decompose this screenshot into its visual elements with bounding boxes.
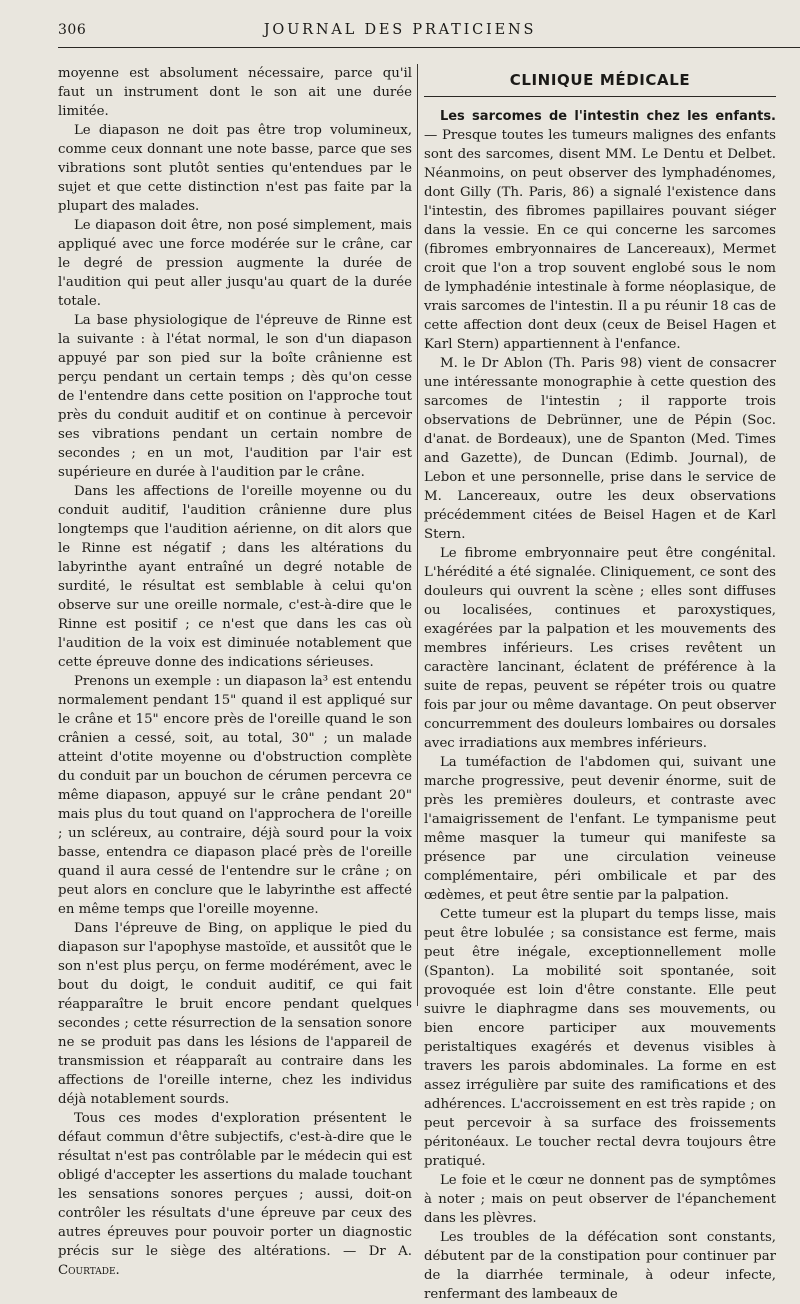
paragraph: Dans les affections de l'oreille moyenne ou du conduit auditif, l'audition crânienne dure plus longtemps que l'audition aérienne, on dit alors que le Rinne est négatif ; dans les altérations du labyrinthe ayant entraîné un degré notable de surdité, le résultat est semblable à celui qu'on observe sur une oreille normale, c'est-à-dire que le Rinne est positif ; ce n'est que dans les cas où l'audition de la voix est diminuée notablement que cette épreuve donne des indications sérieuses.: [58, 484, 412, 670]
paragraph: Le diapason doit être, non posé simplement, mais appliqué avec une force modérée sur le crâne, car le degré de pression augmente la durée de l'audition qui peut aller jusqu'au quart de la durée totale.: [58, 218, 412, 309]
column-divider: [417, 64, 418, 1006]
article-title: Les sarcomes de l'intestin chez les enfants.: [439, 109, 776, 124]
paragraph: M. le Dr Ablon (Th. Paris 98) vient de consacrer une intéressante monographie à cette question des sarcomes de l'intestin ; il rapporte trois observations de Debrünner, une de Pépin (Soc. d'anat. de Bordeaux), une de Spanton (Med. Times and Gazette), de Duncan (Edimb. Journal), de Lebon et une personnelle, prise dans le service de M. Lancereaux, outre les deux observations précédemment citées de Beisel Hagen et de Karl Stern.: [424, 356, 776, 542]
running-head: [0, 20, 800, 44]
right-column: [424, 64, 776, 1304]
paragraph-text: — Presque toutes les tumeurs malignes des enfants sont des sarcomes, disent MM. Le Dentu et Delbet. Néanmoins, on peut observer des lymphadénomes, dont Gilly (Th. Paris, 86) a signalé l'existence dans l'intestin, des fibromes papillaires pouvant siéger dans la vessie. En ce qui concerne les sarcomes (fibromes embryonnaires de Lancereaux), Mermet croit que l'on a trop souvent englobé sous le nom de lymphadénie intestinale à forme néoplasique, de vrais sarcomes de l'intestin. Il a pu réunir 18 cas de cette affection dont deux (ceux de Beisel Hagen et Karl Stern) appartiennent à l'enfance.: [424, 128, 776, 352]
paragraph: Le diapason ne doit pas être trop volumineux, comme ceux donnant une note basse, parce que ses vibrations sont plutôt senties qu'entendues par le sujet et que cette distinction n'est pas faite par la plupart des malades.: [58, 123, 412, 214]
paragraph: moyenne est absolument nécessaire, parce qu'il faut un instrument dont le son ait une durée limitée.: [58, 66, 412, 119]
section-heading: CLINIQUE MÉDICALE: [509, 71, 691, 89]
page-number: 306: [58, 22, 87, 38]
paragraph: Cette tumeur est la plupart du temps lisse, mais peut être lobulée ; sa consistance est ferme, mais peut être inégale, exceptionnellement molle (Spanton). La mobilité soit spontanée, soit provoquée est loin d'être constante. Elle peut suivre le diaphragme dans ses mouvements, ou bien encore participer aux mouvements peristaltiques exagérés et devenus visibles à travers les parois abdominales. La forme en est assez irrégulière par suite des ramifications et des adhérences. L'accroissement en est très rapide ; on peut percevoir à sa surface des froissements péritonéaux. Le toucher rectal devra toujours être pratiqué.: [424, 907, 776, 1169]
paragraph: La tuméfaction de l'abdomen qui, suivant une marche progressive, peut devenir énorme, suit de près les premières douleurs, et contraste avec l'amaigrissement de l'enfant. Le tympanisme peut même masquer la tumeur qui manifeste sa présence par une circulation veineuse complémentaire, péri ombilicale et par des œdèmes, et peut être sentie par la palpation.: [424, 755, 776, 903]
article-lead-paragraph: [424, 107, 776, 354]
left-column: [58, 64, 412, 1280]
paragraph: Les troubles de la défécation sont constants, débutent par de la constipation pour continuer par de la diarrhée terminale, à odeur infecte, renfermant des lambeaux de: [424, 1230, 776, 1302]
section-rule: [424, 96, 776, 97]
paragraph-text: Tous ces modes d'exploration présentent le défaut commun d'être subjectifs, c'est-à-dire que le résultat n'est pas contrôlable par le médecin qui est obligé d'accepter les assertions du malade touchant les sensations sonores perçues ; aussi, doit-on contrôler les résultats d'une épreuve par ceux des autres épreuves pour pouvoir porter un diagnostic précis sur le siège des altérations.: [58, 1111, 412, 1259]
signature-name: Courtade.: [58, 1263, 120, 1278]
paragraph: Dans l'épreuve de Bing, on applique le pied du diapason sur l'apophyse mastoïde, et aussitôt que le son n'est plus perçu, on ferme modérément, avec le bout du doigt, le conduit auditif, ce qui fait réapparaître le bruit encore pendant quelques secondes ; cette résurrection de la sensation sonore ne se produit pas dans les lésions de l'appareil de transmission et réapparaît au contraire dans les affections de l'oreille interne, chez les individus déjà notablement sourds.: [58, 921, 412, 1107]
header-rule: [58, 47, 800, 48]
journal-title: JOURNAL DES PRATICIENS: [263, 22, 537, 38]
closing-paragraph: [58, 1109, 412, 1280]
paragraph: Le foie et le cœur ne donnent pas de symptômes à noter ; mais on peut observer de l'épanchement dans les plèvres.: [424, 1173, 776, 1226]
paragraph: La base physiologique de l'épreuve de Rinne est la suivante : à l'état normal, le son d'un diapason appuyé par son pied sur la boîte crânienne est perçu pendant un certain temps ; dès qu'on cesse de l'entendre dans cette position on l'approche tout près du conduit auditif et on continue à percevoir ses vibrations pendant un certain nombre de secondes ; en un mot, l'audition par l'air est supérieure en durée à l'audition par le crâne.: [58, 313, 412, 480]
paragraph: Le fibrome embryonnaire peut être congénital. L'hérédité a été signalée. Cliniquement, ce sont des douleurs qui ouvrent la scène ; elles sont diffuses ou localisées, continues et paroxystiques, exagérées par la palpation et les mouvements des membres inférieurs. Les crises revêtent un caractère lancinant, éclatent de préférence à la suite de repas, peuvent se répéter trois ou quatre fois par jour ou même davantage. On peut observer concurremment des douleurs lombaires ou dorsales avec irradiations aux membres inférieurs.: [424, 546, 776, 751]
signature-prefix: — Dr A.: [343, 1244, 412, 1259]
paragraph: Prenons un exemple : un diapason la³ est entendu normalement pendant 15" quand il est appliqué sur le crâne et 15" encore près de l'oreille quand le son crânien a cessé, soit, au total, 30" ; un malade atteint d'otite moyenne ou d'obstruction complète du conduit par un bouchon de cérumen percevra ce même diapason, appuyé sur le crâne pendant 20" mais plus du tout quand on l'approchera de l'oreille ; un scléreux, au contraire, déjà sourd pour la voix basse, entendra ce diapason placé près de l'oreille quand il aura cessé de l'entendre sur le crâne ; on peut alors en conclure que le labyrinthe est affecté en même temps que l'oreille moyenne.: [58, 674, 412, 917]
